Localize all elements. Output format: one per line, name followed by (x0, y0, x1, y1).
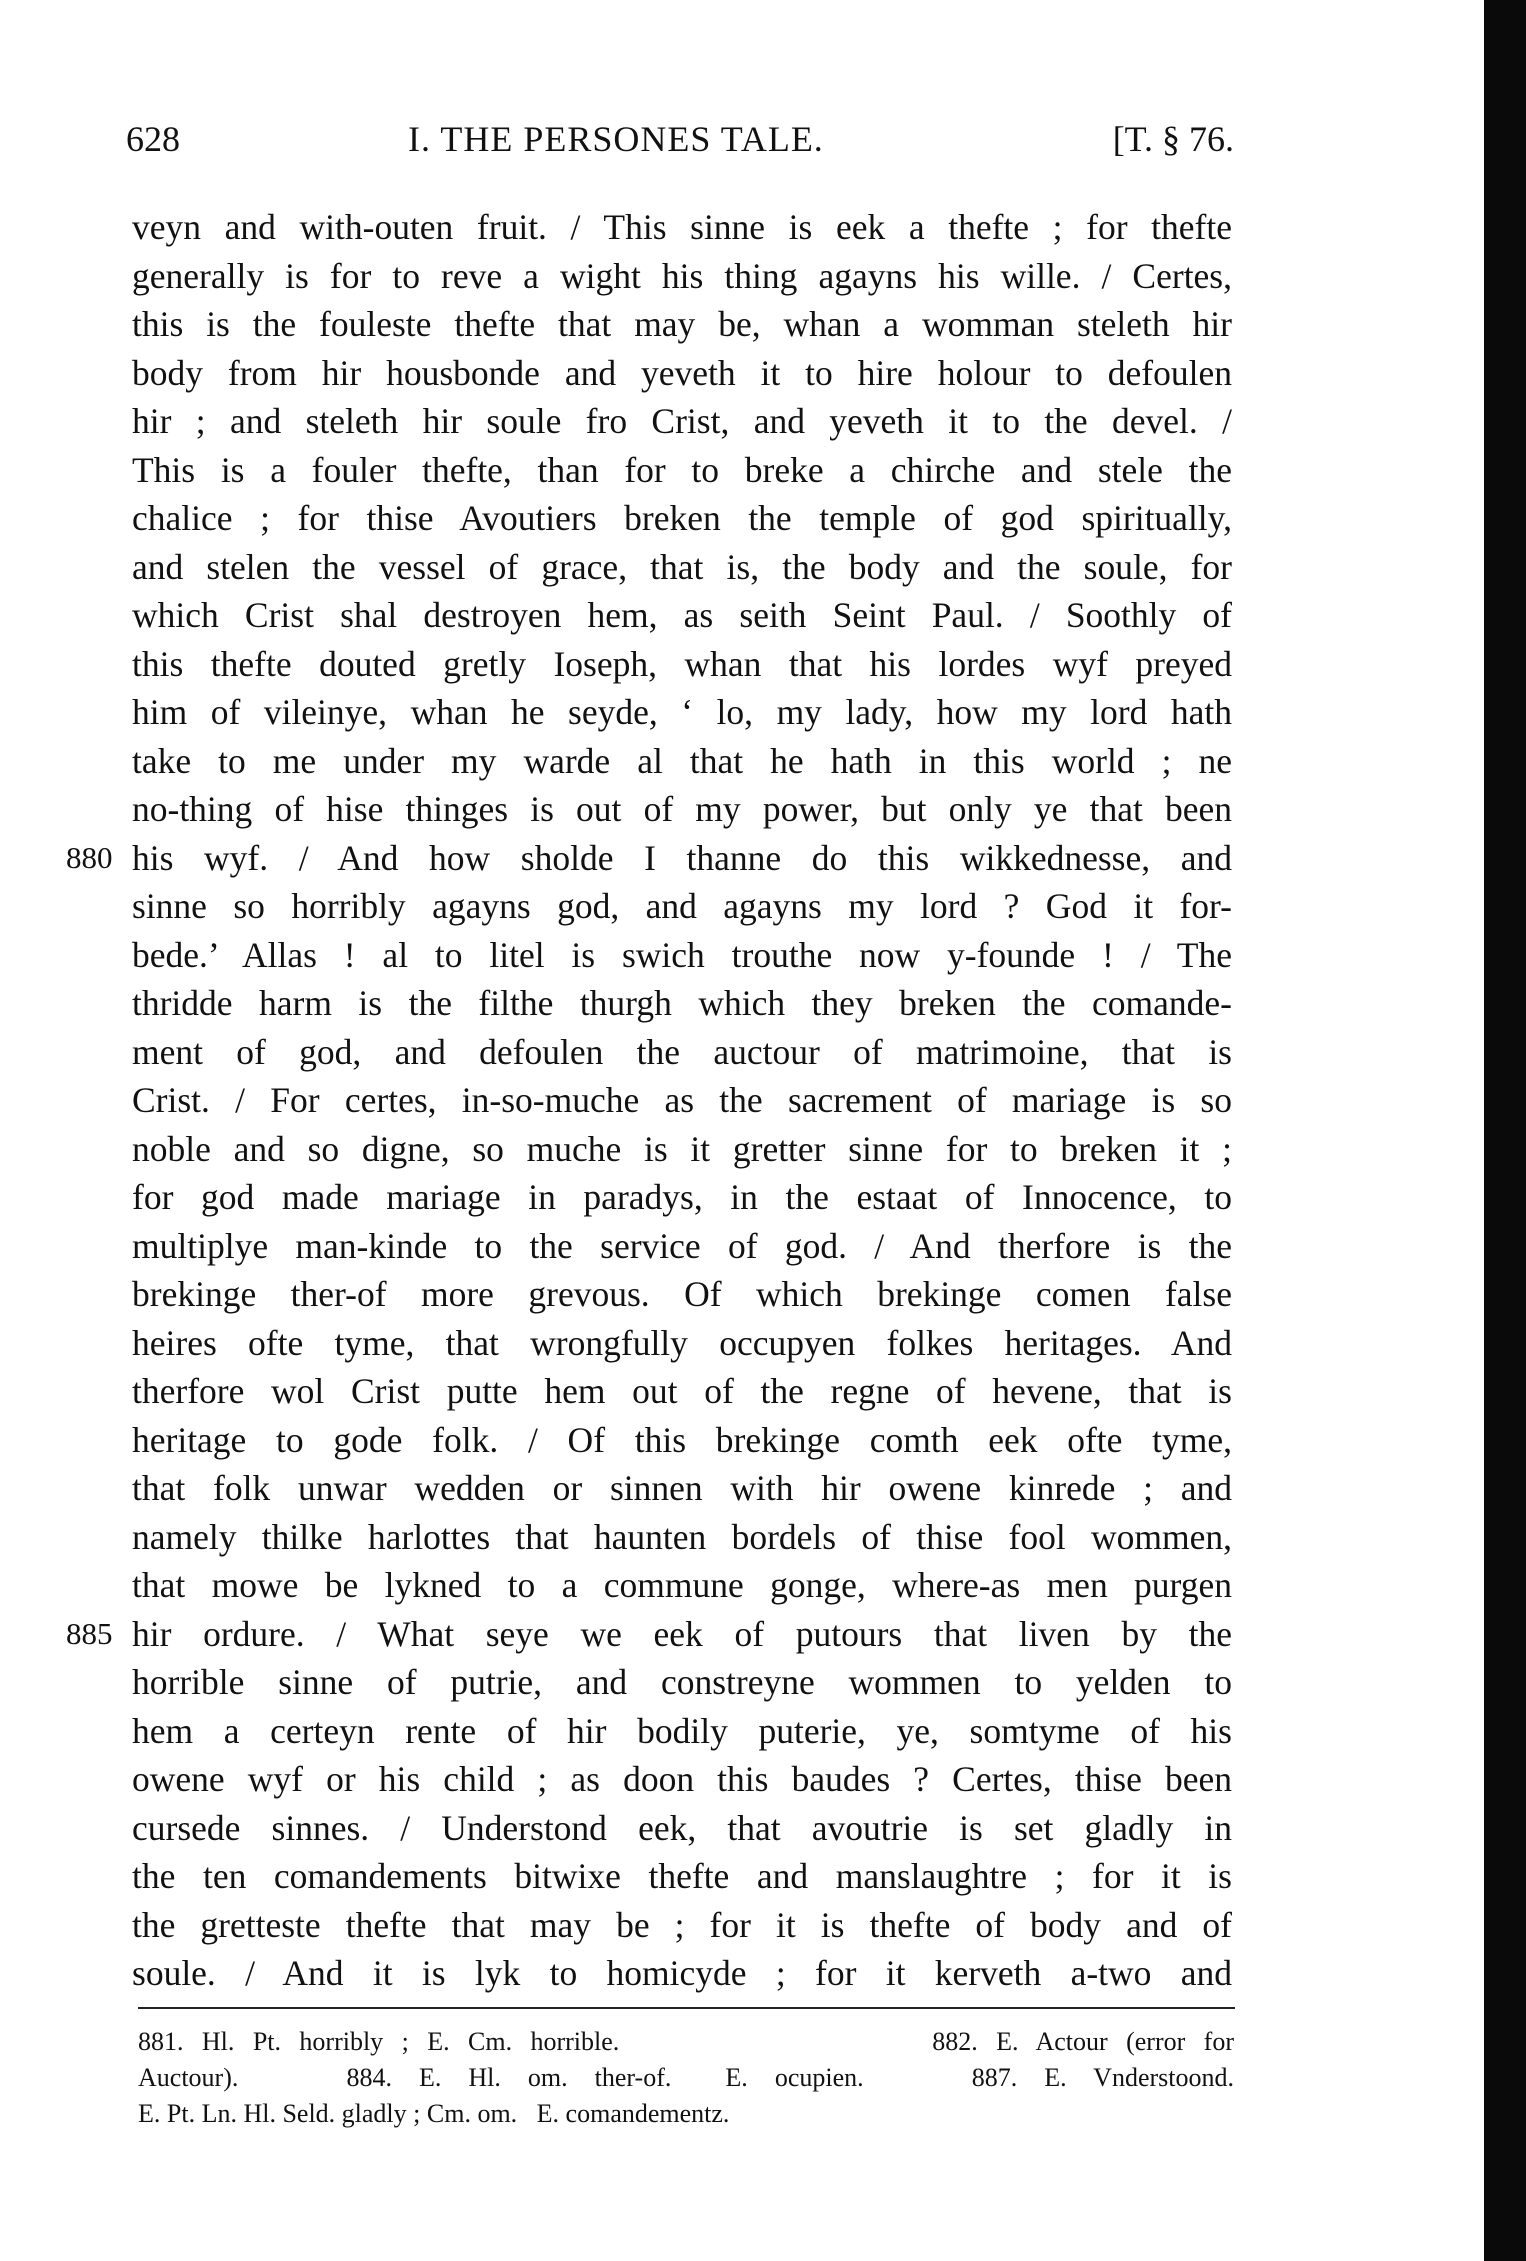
body-text (66, 203, 1232, 1998)
text-line (132, 543, 1232, 592)
text-line-content: hir ordure. / What seye we eek of putours that liven by the (132, 1613, 1232, 1654)
text-line-content: the ten comandements bitwixe thefte and manslaughtre ; for it is (132, 1856, 1232, 1896)
text-line-content: This is a fouler thefte, than for to breke a chirche and stele the (132, 449, 1232, 490)
section-reference: [T. § 76. (1112, 119, 1234, 159)
text-line-content: heritage to gode folk. / Of this brekinge comth eek ofte tyme, (132, 1419, 1232, 1460)
text-line-content: chalice ; for thise Avoutiers breken the temple of god spiritually, (132, 498, 1232, 538)
text-line (66, 834, 1232, 883)
text-line (132, 1367, 1232, 1416)
text-line (132, 1076, 1232, 1125)
text-line (132, 737, 1232, 786)
page-header (126, 118, 1234, 168)
text-line-content: brekinge ther-of more grevous. Of which brekinge comen false (132, 1274, 1232, 1314)
text-line (132, 640, 1232, 689)
text-line (132, 1319, 1232, 1368)
text-line-content: ment of god, and defoulen the auctour of matrimoine, that is (132, 1031, 1232, 1072)
text-line-content: and stelen the vessel of grace, that is, the body and the soule, for (132, 546, 1232, 587)
text-line (66, 1610, 1232, 1659)
text-line-content: hir ; and steleth hir soule fro Crist, and yeveth it to the devel. / (132, 401, 1232, 441)
text-line-content: which Crist shal destroyen hem, as seith Seint Paul. / Soothly of (132, 595, 1232, 635)
text-line (132, 1707, 1232, 1756)
text-line (132, 979, 1232, 1028)
text-line (132, 1270, 1232, 1319)
page-number: 628 (126, 119, 180, 159)
text-line-content: sinne so horribly agayns god, and agayns my lord ? God it for- (132, 886, 1232, 926)
text-line-content: soule. / And it is lyk to homicyde ; for it kerveth a-two and (132, 1953, 1232, 1993)
text-line (132, 252, 1232, 301)
text-line-content: that mowe be lykned to a commune gonge, where-as men purgen (132, 1565, 1232, 1605)
text-line-content: that folk unwar wedden or sinnen with hir owene kinrede ; and (132, 1468, 1232, 1508)
text-line (132, 1658, 1232, 1707)
text-line-content: for god made mariage in paradys, in the estaat of Innocence, to (132, 1177, 1232, 1217)
margin-line-number: 885 (66, 1615, 113, 1651)
text-line (132, 494, 1232, 543)
text-line-content: veyn and with-outen fruit. / This sinne is eek a thefte ; for thefte (132, 207, 1232, 247)
text-line (132, 688, 1232, 737)
running-title: I. THE PERSONES TALE. (408, 119, 824, 159)
text-line (132, 1949, 1232, 1998)
text-line-content: generally is for to reve a wight his thing agayns his wille. / Certes, (132, 255, 1232, 296)
text-line-content: multiplye man-kinde to the service of god. / And therfore is the (132, 1225, 1232, 1266)
text-line-content: therfore wol Crist putte hem out of the regne of hevene, that is (132, 1371, 1232, 1411)
text-line (132, 1901, 1232, 1950)
footnote-line: Auctour). 884. E. Hl. om. ther-of. E. ocupien. 887. E. Vnderstoond. (138, 2063, 1234, 2092)
text-line (132, 203, 1232, 252)
text-line-content: noble and so digne, so muche is it gretter sinne for to breken it ; (132, 1128, 1232, 1169)
text-line-content: him of vileinye, whan he seyde, ‘ lo, my lady, how my lord hath (132, 692, 1232, 732)
text-line-content: no-thing of hise thinges is out of my power, but only ye that been (132, 789, 1232, 829)
text-line-content: heires ofte tyme, that wrongfully occupyen folkes heritages. And (132, 1322, 1232, 1363)
text-line-content: this is the fouleste thefte that may be, whan a womman steleth hir (132, 304, 1232, 344)
text-line (132, 1513, 1232, 1562)
text-line (132, 785, 1232, 834)
text-line-content: owene wyf or his child ; as doon this baudes ? Certes, thise been (132, 1759, 1232, 1799)
text-line (132, 1804, 1232, 1853)
text-line-content: horrible sinne of putrie, and constreyne wommen to yelden to (132, 1662, 1232, 1702)
text-line (132, 1125, 1232, 1174)
text-line-content: Crist. / For certes, in-so-muche as the sacrement of mariage is so (132, 1080, 1232, 1120)
text-line (132, 1028, 1232, 1077)
text-line-content: the gretteste thefte that may be ; for it is thefte of body and of (132, 1904, 1232, 1945)
footnote-rule (138, 2007, 1235, 2009)
text-line (132, 1464, 1232, 1513)
text-line (132, 1222, 1232, 1271)
text-line (132, 1755, 1232, 1804)
text-line (132, 1561, 1232, 1610)
text-line (132, 1173, 1232, 1222)
text-line-content: this thefte douted gretly Ioseph, whan that his lordes wyf preyed (132, 643, 1232, 684)
text-line-content: his wyf. / And how sholde I thanne do this wikkednesse, and (132, 837, 1232, 878)
text-line (132, 931, 1232, 980)
text-line (132, 397, 1232, 446)
text-line-content: take to me under my warde al that he hath in this world ; ne (132, 740, 1232, 781)
text-line (132, 300, 1232, 349)
margin-line-number: 880 (66, 839, 113, 875)
text-line (132, 1416, 1232, 1465)
text-line (132, 882, 1232, 931)
text-line (132, 349, 1232, 398)
text-line (132, 1852, 1232, 1901)
text-line (132, 591, 1232, 640)
text-line-content: cursede sinnes. / Understond eek, that avoutrie is set gladly in (132, 1807, 1232, 1848)
footnote-line: 881. Hl. Pt. horribly ; E. Cm. horrible. 882. E. Actour (error for (138, 2027, 1234, 2056)
text-line-content: thridde harm is the filthe thurgh which they breken the comande- (132, 983, 1232, 1023)
text-line-content: hem a certeyn rente of hir bodily puterie, ye, somtyme of his (132, 1710, 1232, 1751)
text-line (132, 446, 1232, 495)
text-line-content: body from hir housbonde and yeveth it to hire holour to defoulen (132, 352, 1232, 393)
footnotes (138, 2024, 1234, 2132)
text-line-content: bede.’ Allas ! al to litel is swich trouthe now y-founde ! / The (132, 934, 1232, 975)
footnote-line: E. Pt. Ln. Hl. Seld. gladly ; Cm. om. E. comandementz. (138, 2099, 730, 2128)
text-line-content: namely thilke harlottes that haunten bordels of thise fool wommen, (132, 1516, 1232, 1557)
scan-edge-shadow (1484, 0, 1526, 2261)
